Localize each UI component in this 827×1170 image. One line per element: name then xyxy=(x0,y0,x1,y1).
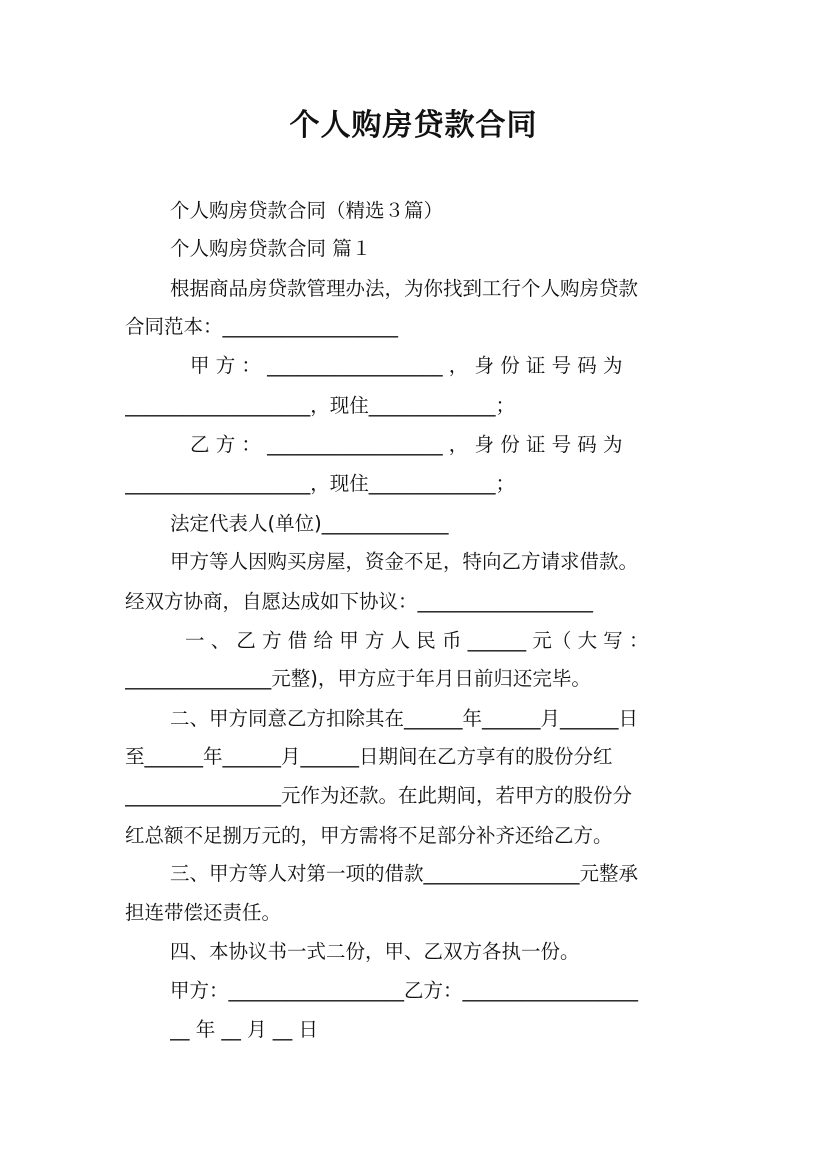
date-line: __ 年 __ 月 __ 日 xyxy=(170,1018,318,1041)
paragraph-line: 甲方等人因购买房屋，资金不足，特向乙方请求借款。 xyxy=(170,550,639,573)
clause-1-line: 一 、 乙 方 借 给 甲 方 人 民 币 ______ 元（ 大 写 ： xyxy=(185,629,649,652)
document-title: 个人购房贷款合同 xyxy=(289,108,538,143)
paragraph-line: 合同范本：__________________ xyxy=(125,315,399,338)
clause-3-line: 担连带偿还责任。 xyxy=(125,901,282,924)
party-b-line: 乙 方 ： __________________ ， 身 份 证 号 码 为 xyxy=(190,433,623,456)
clause-2-line: 红总额不足捌万元的，甲方需将不足部分补齐还给乙方。 xyxy=(125,824,613,847)
subtitle-line: 个人购房贷款合同（精选３篇） xyxy=(170,199,444,222)
paragraph-line: 经双方协商，自愿达成如下协议：__________________ xyxy=(125,590,594,613)
clause-4-line: 四、本协议书一式二份，甲、乙双方各执一份。 xyxy=(170,940,580,963)
clause-2-line: 二、甲方同意乙方扣除其在______年______月______日 xyxy=(170,707,639,730)
signature-line: 甲方：__________________乙方：__________________ xyxy=(170,979,639,1002)
party-b-address-line: ___________________，现住_____________； xyxy=(125,472,516,495)
clause-2-line: ________________元作为还款。在此期间，若甲方的股份分 xyxy=(125,784,633,807)
clause-2-line: 至______年______月______日期间在乙方享有的股份分红 xyxy=(125,745,613,768)
legal-representative-line: 法定代表人(单位)_____________ xyxy=(170,512,449,535)
paragraph-line: 根据商品房贷款管理办法，为你找到工行个人购房贷款 xyxy=(170,277,639,300)
section-heading: 个人购房贷款合同 篇１ xyxy=(170,237,372,260)
clause-3-line: 三、甲方等人对第一项的借款________________元整承 xyxy=(170,862,639,885)
party-a-line: 甲 方 ： __________________ ， 身 份 证 号 码 为 xyxy=(190,354,623,377)
clause-1-line: _______________元整)，甲方应于年月日前归还完毕。 xyxy=(125,667,591,690)
party-a-address-line: ___________________，现住_____________； xyxy=(125,394,516,417)
